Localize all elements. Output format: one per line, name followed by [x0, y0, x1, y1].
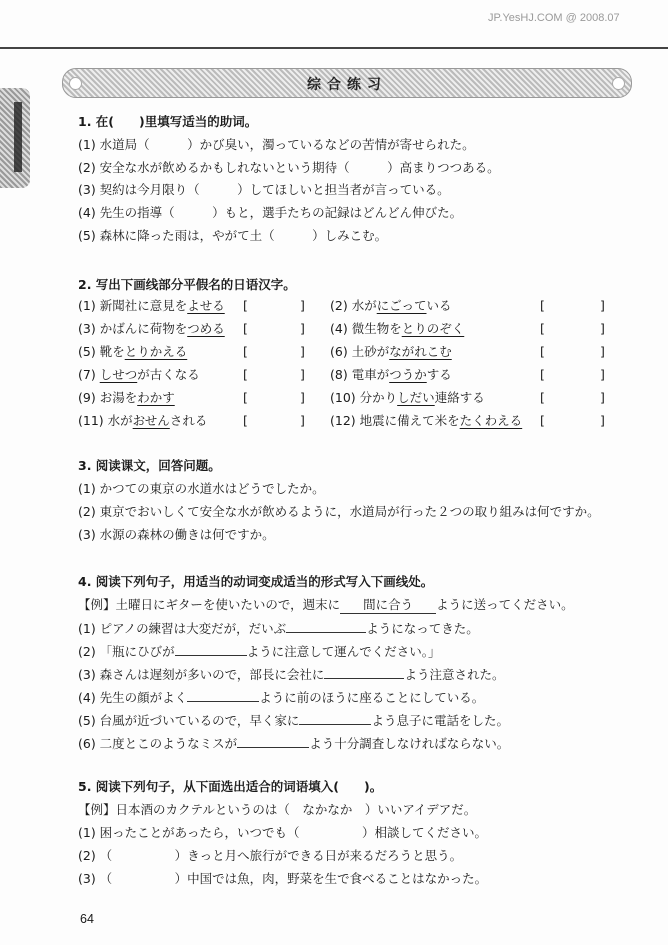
s1-item: (2) 安全な水が飲めるかもしれないという期待（ ）高まりつつある。 [78, 160, 500, 175]
s5-item: (1) 困ったことがあったら，いつでも（ ）相談してください。 [78, 825, 488, 840]
s4-item [78, 735, 509, 752]
watermark: JP.YesHJ.COM @ 2008.07 [488, 12, 620, 24]
item-pre: (2) 「瓶にひびが [78, 644, 175, 659]
item-pre: (4) 先生の顔がよく [78, 690, 188, 705]
answer-bracket-close: ] [600, 390, 605, 405]
underlined-kana: たくわえる [459, 413, 523, 428]
answer-bracket-close: ] [600, 344, 605, 359]
item-text-pre: お湯を [99, 390, 138, 405]
item-text-post: する [426, 367, 452, 382]
answer-bracket-open: [ [540, 321, 545, 336]
answer-bracket-close: ] [300, 413, 305, 428]
answer-bracket-open: [ [243, 321, 248, 336]
answer-blank[interactable] [175, 643, 247, 656]
s2-item [78, 413, 207, 429]
example-post: ように送ってください。 [436, 597, 574, 612]
s1-heading: 1. 在( )里填写适当的助词。 [78, 114, 258, 129]
s2-item [330, 298, 452, 314]
s2-item [330, 321, 464, 337]
item-number: (10) [330, 390, 356, 405]
underlined-kana: とりかえる [124, 344, 188, 359]
item-post: よう息子に電話をした。 [371, 713, 509, 728]
s5-item: (3) （ ）中国では魚，肉，野菜を生で食べることはなかった。 [78, 871, 488, 886]
s5-heading: 5. 阅读下列句子，从下面选出适合的词语填入( )。 [78, 779, 383, 794]
answer-bracket-open: [ [540, 413, 545, 428]
s4-item [78, 620, 479, 637]
item-text-post: される [169, 413, 208, 428]
s3-heading: 3. 阅读课文，回答问题。 [78, 458, 221, 473]
underlined-kana: つめる [187, 321, 225, 336]
answer-bracket-close: ] [600, 413, 605, 428]
s2-item [78, 321, 225, 337]
underlined-kana: しせつ [99, 367, 138, 382]
answer-bracket-close: ] [300, 321, 305, 336]
underlined-kana: わかす [137, 390, 175, 405]
item-post: よう十分調査しなければならない。 [309, 736, 510, 751]
item-number: (6) [330, 344, 348, 359]
s2-item [330, 344, 452, 360]
s4-item [78, 666, 504, 683]
s3-item: (3) 水源の森林の働きは何ですか。 [78, 527, 275, 542]
underlined-kana: よせる [187, 298, 225, 313]
answer-bracket-open: [ [243, 413, 248, 428]
s2-item [330, 390, 485, 406]
item-text-pre: 靴を [99, 344, 125, 359]
s2-heading: 2. 写出下画线部分平假名的日语汉字。 [78, 277, 296, 292]
answer-bracket-open: [ [540, 367, 545, 382]
item-post: ように前のほうに座ることにしている。 [259, 690, 485, 705]
s4-heading: 4. 阅读下列句子，用适当的动词变成适当的形式写入下画线处。 [78, 574, 434, 589]
s2-item [330, 413, 522, 429]
answer-bracket-open: [ [540, 344, 545, 359]
banner-title: 综合练习 [307, 77, 387, 93]
underlined-kana: とりのぞく [401, 321, 465, 336]
item-text-pre: 水が [107, 413, 133, 428]
item-text-post: 連絡する [434, 390, 485, 405]
item-number: (12) [330, 413, 356, 428]
answer-bracket-open: [ [243, 344, 248, 359]
s3-item: (2) 東京でおいしくて安全な水が飲めるように，水道局が行った２つの取り組みは何ですか。 [78, 504, 600, 519]
underlined-kana: つうか [389, 367, 427, 382]
chapter-side-tab [0, 88, 30, 188]
answer-bracket-close: ] [300, 390, 305, 405]
item-number: (9) [78, 390, 96, 405]
item-text-pre: 分かり [359, 390, 398, 405]
answer-bracket-close: ] [300, 344, 305, 359]
underlined-kana: おせん [132, 413, 170, 428]
s1-item: (3) 契約は今月限り（ ）してほしいと担当者が言っている。 [78, 182, 450, 197]
answer-bracket-close: ] [300, 298, 305, 313]
item-pre: (1) ピアノの練習は大変だが，だいぶ [78, 621, 287, 636]
underlined-kana: ながれこむ [389, 344, 452, 359]
item-pre: (3) 森さんは遅刻が多いので，部長に会社に [78, 667, 325, 682]
item-number: (7) [78, 367, 96, 382]
s4-example [78, 597, 574, 614]
answer-blank[interactable] [286, 620, 366, 633]
item-text-pre: 水が [351, 298, 377, 313]
s1-item: (5) 森林に降った雨は，やがて土（ ）しみこむ。 [78, 228, 388, 243]
item-number: (2) [330, 298, 348, 313]
page-number: 64 [80, 912, 94, 926]
item-post: よう注意された。 [404, 667, 505, 682]
answer-bracket-close: ] [300, 367, 305, 382]
chapter-tab-mark [14, 102, 22, 172]
item-pre: (6) 二度とこのようなミスが [78, 736, 238, 751]
s5-item: (2) （ ）きっと月へ旅行ができる日が来るだろうと思う。 [78, 848, 463, 863]
s4-item [78, 689, 484, 706]
item-post: ようになってきた。 [366, 621, 479, 636]
item-text-pre: 微生物を [351, 321, 402, 336]
item-text-pre: 土砂が [351, 344, 390, 359]
item-post: ように注意して運んでください。」 [246, 644, 441, 659]
answer-bracket-open: [ [243, 298, 248, 313]
item-number: (1) [78, 298, 96, 313]
s1-item: (4) 先生の指導（ ）もと，選手たちの記録はどんどん伸びた。 [78, 205, 463, 220]
answer-bracket-close: ] [600, 298, 605, 313]
s4-item [78, 643, 440, 660]
item-pre: (5) 台風が近づいているので，早く家に [78, 713, 300, 728]
underlined-kana: にごって [376, 298, 427, 313]
item-number: (8) [330, 367, 348, 382]
answer-bracket-open: [ [540, 298, 545, 313]
item-text-pre: 新聞社に意見を [99, 298, 188, 313]
answer-bracket-close: ] [600, 367, 605, 382]
answer-blank[interactable] [237, 735, 309, 748]
underlined-kana: しだい [397, 390, 435, 405]
answer-bracket-open: [ [243, 390, 248, 405]
answer-bracket-close: ] [600, 321, 605, 336]
item-text-post: いる [426, 298, 452, 313]
header-rule [0, 47, 668, 49]
s2-item [78, 298, 225, 314]
item-text-pre: 地震に備えて米を [359, 413, 460, 428]
s2-item [78, 390, 175, 406]
item-text-pre: 電車が [351, 367, 390, 382]
answer-blank[interactable] [299, 712, 371, 725]
s1-item: (1) 水道局（ ）かび臭い，濁っているなどの苦情が寄せられた。 [78, 137, 475, 152]
s2-item [78, 367, 200, 383]
example-pre: 【例】土曜日にギターを使いたいので，週末に [78, 597, 341, 612]
item-number: (11) [78, 413, 104, 428]
s4-item [78, 712, 509, 729]
answer-bracket-open: [ [243, 367, 248, 382]
s3-item: (1) かつての東京の水道水はどうでしたか。 [78, 481, 325, 496]
answer-blank[interactable] [187, 689, 259, 702]
item-number: (3) [78, 321, 96, 336]
item-number: (5) [78, 344, 96, 359]
s2-item [330, 367, 452, 383]
item-number: (4) [330, 321, 348, 336]
s5-example: 【例】日本酒のカクテルというのは（ なかなか ）いいアイデアだ。 [78, 802, 477, 817]
answer-bracket-open: [ [540, 390, 545, 405]
section-banner [62, 68, 632, 98]
item-text-pre: かばんに荷物を [99, 321, 188, 336]
item-text-post: が古くなる [137, 367, 200, 382]
example-answer: 間に合う [340, 597, 436, 614]
s2-item [78, 344, 187, 360]
answer-blank[interactable] [324, 666, 404, 679]
